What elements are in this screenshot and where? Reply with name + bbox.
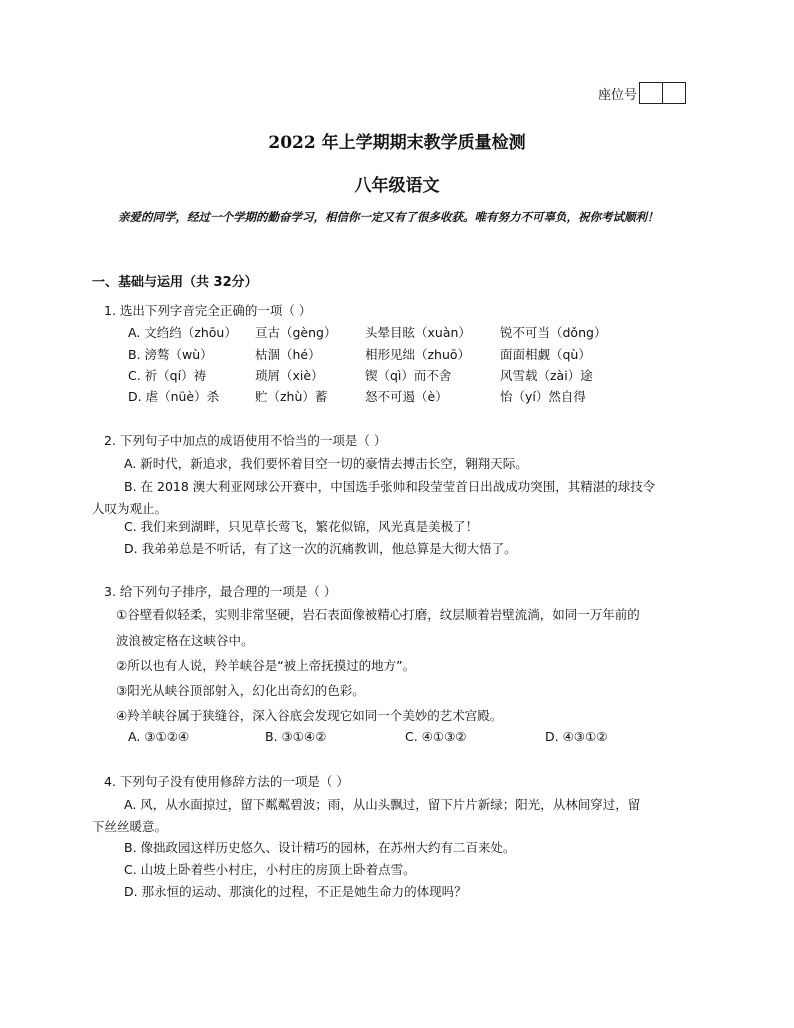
q2-option-d: D. 我弟弟总是不听话，有了这一次的沉痛教训，他总算是大彻大悟了。 [124, 541, 517, 556]
q3-option-b: B. ③①④② [265, 729, 327, 744]
q1-option-d-1: D. 虐（nüè）杀 [128, 389, 220, 404]
q4-option-d: D. 那永恒的运动、那演化的过程，不正是她生命力的体现吗？ [124, 884, 467, 899]
section-heading-1: 一、基础与运用（共 32分） [92, 275, 258, 290]
q1-option-d-3: 怒不可遏（è） [365, 389, 448, 404]
question-4-stem: 4. 下列句子没有使用修辞方法的一项是（ ） [104, 774, 349, 789]
q4-option-a-line2: 下丝丝暖意。 [92, 819, 168, 834]
q2-option-b-line1: B. 在 2018 澳大利亚网球公开赛中，中国选手张帅和段莹莹首日出战成功突围，其精湛的球技令 [124, 479, 656, 494]
seat-label: 座位号 [598, 87, 638, 103]
q4-option-a-line1: A. 风，从水面掠过，留下粼粼碧波；雨，从山头飘过，留下片片新绿；阳光，从林间穿过，留 [124, 797, 641, 812]
q1-option-b-1: B. 滂骜（wù） [128, 347, 213, 362]
question-3-stem: 3. 给下列句子排序，最合理的一项是（ ） [104, 584, 337, 599]
q1-option-d-4: 怡（yí）然自得 [500, 389, 586, 404]
q2-option-c: C. 我们来到湖畔，只见草长莺飞，繁花似锦，风光真是美极了！ [124, 519, 479, 534]
q1-option-a-4: 锐不可当（dǒng） [500, 325, 607, 340]
q1-option-a-1: A. 文绉绉（zhōu） [128, 325, 237, 340]
seat-box-1 [639, 82, 663, 104]
q3-sentence-4: ④羚羊峡谷属于狭缝谷，深入谷底会发现它如同一个美妙的艺术宫殿。 [116, 708, 503, 723]
q3-option-a: A. ③①②④ [128, 729, 190, 744]
q1-option-b-4: 面面相觑（qù） [500, 347, 591, 362]
intro-paragraph: 亲爱的同学，经过一个学期的勤奋学习，相信你一定又有了很多收获。唯有努力不可辜负，祝你考试顺利！ [118, 210, 659, 224]
q1-option-c-4: 风雪载（zài）途 [500, 368, 593, 383]
q3-option-d: D. ④③①② [545, 729, 608, 744]
question-2-stem: 2. 下列句子中加点的成语使用不恰当的一项是（ ） [104, 433, 387, 448]
q4-option-b: B. 像拙政园这样历史悠久、设计精巧的园林，在苏州大约有二百来处。 [124, 840, 516, 855]
seat-box-2 [662, 82, 686, 104]
q2-option-b-line2: 人叹为观止。 [92, 501, 168, 516]
q1-option-b-3: 相形见绌（zhuō） [365, 347, 471, 362]
q1-option-c-2: 琐屑（xiè） [255, 368, 324, 383]
seat-number-field [598, 82, 686, 104]
q1-option-a-3: 头晕目眩（xuàn） [365, 325, 471, 340]
exam-subtitle: 八年级语文 [354, 176, 440, 196]
q1-option-b-2: 枯涸（hé） [255, 347, 321, 362]
q1-option-c-1: C. 祈（qí）祷 [128, 368, 207, 383]
q1-option-c-3: 锲（qì）而不舍 [365, 368, 452, 383]
q3-sentence-3: ③阳光从峡谷顶部射入，幻化出奇幻的色彩。 [116, 683, 365, 698]
q3-sentence-1-line1: ①谷壁看似轻柔，实则非常坚硬，岩石表面像被精心打磨，纹层顺着岩壁流淌，如同一万年前的 [116, 607, 640, 622]
question-1-stem: 1. 选出下列字音完全正确的一项（ ） [104, 303, 312, 318]
q2-option-a: A. 新时代，新追求，我们要怀着目空一切的豪情去搏击长空，翱翔天际。 [124, 456, 528, 471]
q1-option-d-2: 贮（zhù）蓄 [255, 389, 328, 404]
q3-option-c: C. ④①③② [405, 729, 467, 744]
q3-sentence-1-line2: 波浪被定格在这峡谷中。 [116, 633, 254, 648]
q4-option-c: C. 山坡上卧着些小村庄，小村庄的房顶上卧着点雪。 [124, 862, 416, 877]
q3-sentence-2: ②所以也有人说，羚羊峡谷是“被上帝抚摸过的地方”。 [116, 658, 416, 673]
q1-option-a-2: 亘古（gèng） [255, 325, 337, 340]
exam-title: 2022 年上学期期末教学质量检测 [268, 133, 526, 153]
